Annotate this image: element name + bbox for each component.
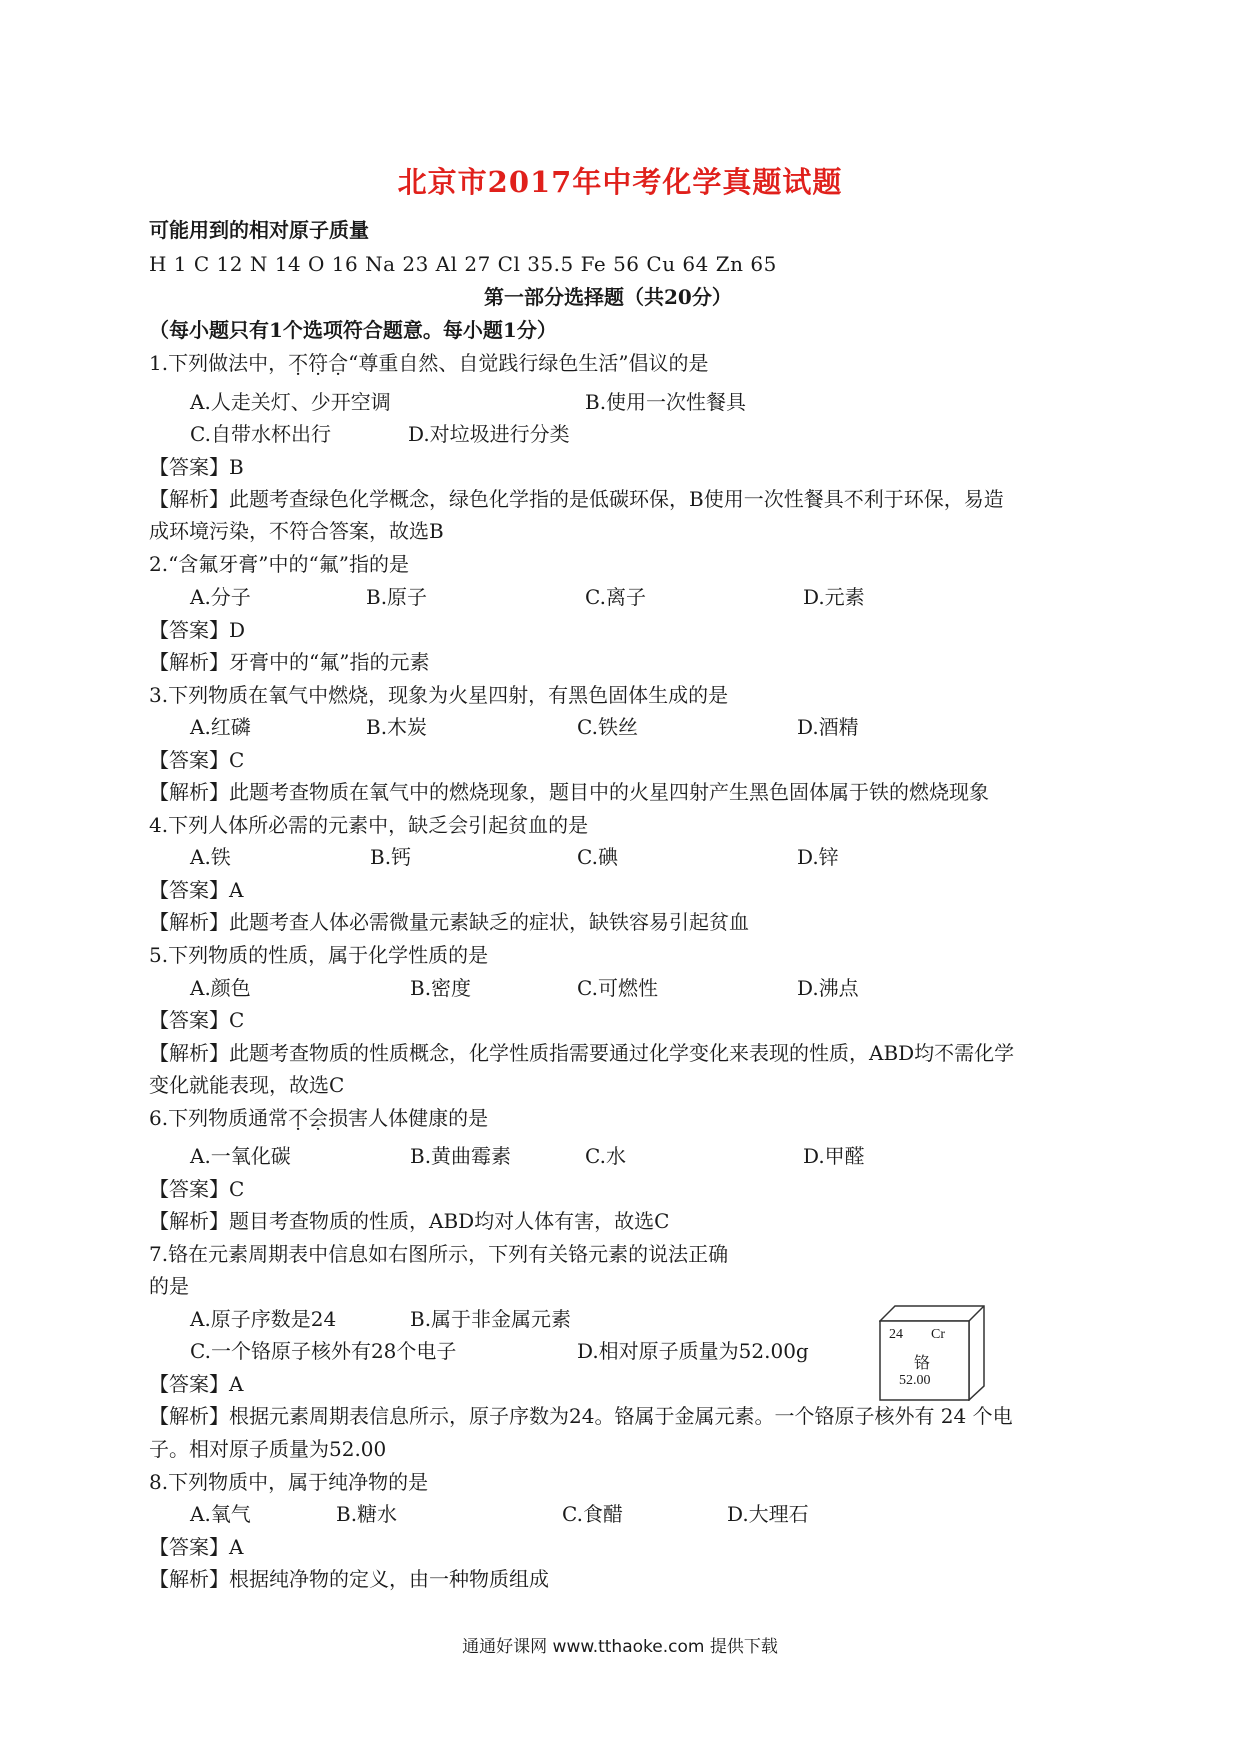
question-7-stem-line2: 的是: [149, 1274, 189, 1298]
q3-option-d: D.酒精: [797, 715, 859, 739]
cell-element-name: 铬: [914, 1355, 931, 1372]
q8-option-c: C.食醋: [562, 1502, 623, 1526]
q1-stem-pre: 1.下列做法中，: [149, 351, 289, 375]
page-title: 北京市2017年中考化学真题试题: [397, 165, 843, 199]
q5-answer: 【答案】C: [149, 1008, 245, 1032]
q6-option-d: D.甲醛: [803, 1144, 865, 1168]
q3-option-c: C.铁丝: [577, 715, 638, 739]
q5-analysis-line1: 【解析】此题考查物质的性质概念，化学性质指需要通过化学变化来表现的性质，ABD均不需化学: [149, 1041, 1015, 1065]
q5-analysis-line2: 变化就能表现，故选C: [149, 1073, 345, 1097]
cell-atomic-number: 24: [889, 1327, 903, 1342]
q2-option-c: C.离子: [585, 585, 646, 609]
section-title: 第一部分选择题（共20分）: [484, 285, 732, 309]
page-footer: 通通好课网 www.tthaoke.com 提供下载: [462, 1637, 778, 1657]
q6-answer: 【答案】C: [149, 1177, 245, 1201]
question-7-stem-line1: 7.铬在元素周期表中信息如右图所示，下列有关铬元素的说法正确: [149, 1242, 729, 1266]
q4-option-b: B.钙: [370, 845, 412, 869]
q7-option-d: D.相对原子质量为52.00g: [577, 1339, 809, 1363]
q4-option-a: A.铁: [190, 845, 231, 869]
q8-answer: 【答案】A: [149, 1535, 244, 1559]
q4-analysis: 【解析】此题考查人体必需微量元素缺乏的症状，缺铁容易引起贫血: [149, 910, 749, 934]
q5-option-b: B.密度: [410, 976, 472, 1000]
emphasis-char: 符: [308, 351, 329, 375]
q3-option-b: B.木炭: [366, 715, 428, 739]
q6-stem-post: 损害人体健康的是: [328, 1106, 489, 1130]
q2-option-a: A.分子: [190, 585, 251, 609]
masses-heading: 可能用到的相对原子质量: [149, 218, 369, 242]
cell-element-symbol: Cr: [931, 1327, 945, 1342]
question-4-stem: 4.下列人体所必需的元素中，缺乏会引起贫血的是: [149, 813, 589, 837]
q8-analysis: 【解析】根据纯净物的定义，由一种物质组成: [149, 1567, 549, 1591]
question-3-stem: 3.下列物质在氧气中燃烧，现象为火星四射，有黑色固体生成的是: [149, 683, 729, 707]
q1-stem-post: “尊重自然、自觉践行绿色生活”倡议的是: [348, 351, 709, 375]
q5-option-a: A.颜色: [190, 976, 251, 1000]
section-note: （每小题只有1个选项符合题意。每小题1分）: [149, 318, 557, 342]
q1-option-a: A.人走关灯、少开空调: [190, 390, 391, 414]
q6-option-c: C.水: [585, 1144, 626, 1168]
q6-option-b: B.黄曲霉素: [410, 1144, 512, 1168]
q3-option-a: A.红磷: [190, 715, 251, 739]
q8-option-a: A.氧气: [190, 1502, 251, 1526]
emphasis-char: 会: [308, 1106, 329, 1130]
q7-option-a: A.原子序数是24: [190, 1307, 337, 1331]
q3-answer: 【答案】C: [149, 748, 245, 772]
q7-option-b: B.属于非金属元素: [410, 1307, 572, 1331]
question-8-stem: 8.下列物质中，属于纯净物的是: [149, 1470, 429, 1494]
q2-answer: 【答案】D: [149, 618, 246, 642]
q5-option-d: D.沸点: [797, 976, 859, 1000]
q6-analysis: 【解析】题目考查物质的性质，ABD均对人体有害，故选C: [149, 1209, 670, 1233]
q6-stem-pre: 6.下列物质通常: [149, 1106, 289, 1130]
emphasis-char: 不: [288, 351, 309, 375]
q4-option-c: C.碘: [577, 845, 618, 869]
q8-option-d: D.大理石: [727, 1502, 809, 1526]
q4-answer: 【答案】A: [149, 878, 244, 902]
q2-analysis: 【解析】牙膏中的“氟”指的元素: [149, 650, 430, 674]
q7-option-c: C.一个铬原子核外有28个电子: [190, 1339, 457, 1363]
q1-analysis-line2: 成环境污染，不符合答案，故选B: [149, 519, 444, 543]
question-1-stem: [149, 349, 709, 377]
q8-option-b: B.糖水: [336, 1502, 398, 1526]
q1-answer: 【答案】B: [149, 455, 244, 479]
q1-option-d: D.对垃圾进行分类: [408, 422, 570, 446]
cell-box-outline: [879, 1305, 985, 1401]
q1-analysis-line1: 【解析】此题考查绿色化学概念，绿色化学指的是低碳环保，B使用一次性餐具不利于环保，易造: [149, 487, 1004, 511]
emphasis-char: 不: [288, 1106, 309, 1130]
q7-analysis-line1: 【解析】根据元素周期表信息所示，原子序数为24。铬属于金属元素。一个铬原子核外有 24 个电: [149, 1404, 1013, 1428]
q2-option-d: D.元素: [803, 585, 865, 609]
q7-analysis-line2: 子。相对原子质量为52.00: [149, 1437, 387, 1461]
atomic-masses: H 1 C 12 N 14 O 16 Na 23 Al 27 Cl 35.5 Fe 56 Cu 64 Zn 65: [149, 252, 777, 276]
q7-answer: 【答案】A: [149, 1372, 244, 1396]
emphasis-char: 合: [328, 351, 349, 375]
cell-atomic-mass: 52.00: [899, 1373, 931, 1388]
periodic-table-cell: [879, 1305, 985, 1401]
q1-option-c: C.自带水杯出行: [190, 422, 331, 446]
q4-option-d: D.锌: [797, 845, 839, 869]
q2-option-b: B.原子: [366, 585, 428, 609]
question-6-stem: [149, 1104, 488, 1132]
q1-option-b: B.使用一次性餐具: [585, 390, 747, 414]
q3-analysis: 【解析】此题考查物质在氧气中的燃烧现象，题目中的火星四射产生黑色固体属于铁的燃烧现象: [149, 780, 989, 804]
question-2-stem: 2.“含氟牙膏”中的“氟”指的是: [149, 552, 409, 576]
q5-option-c: C.可燃性: [577, 976, 658, 1000]
q6-option-a: A.一氧化碳: [190, 1144, 291, 1168]
question-5-stem: 5.下列物质的性质，属于化学性质的是: [149, 943, 489, 967]
